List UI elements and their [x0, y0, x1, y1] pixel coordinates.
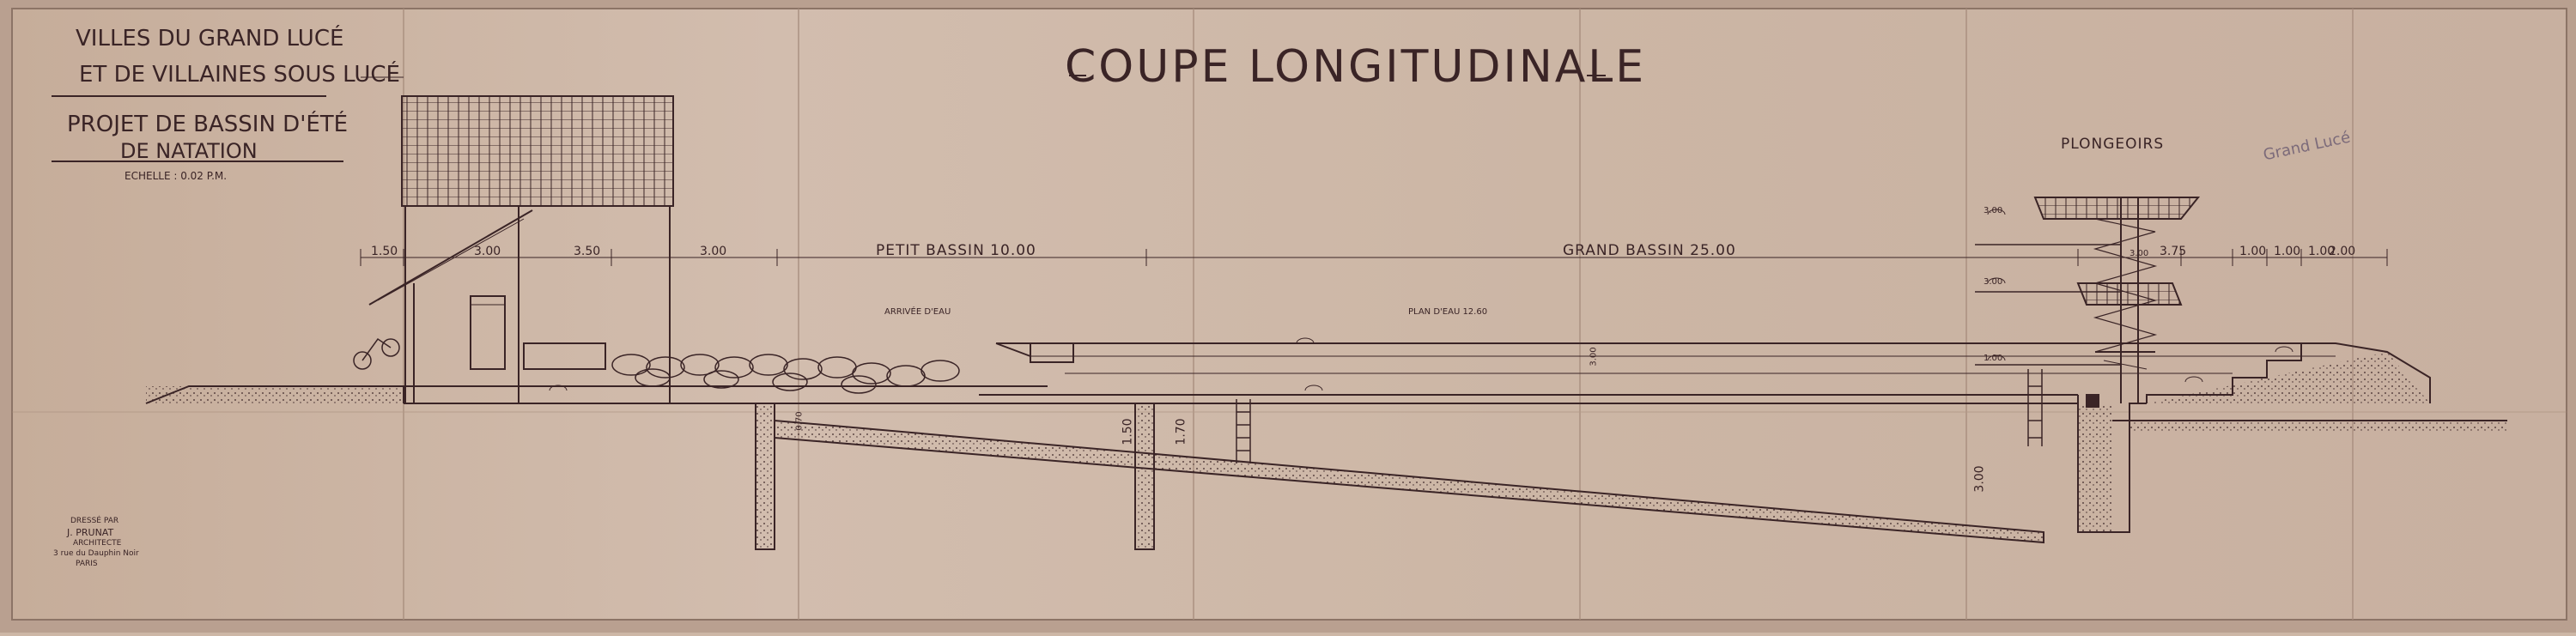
- dim-8: 1.00: [2308, 245, 2336, 258]
- drawing-title: COUPE LONGITUDINALE: [1065, 41, 1647, 93]
- cartouche-line-4: DE NATATION: [120, 139, 258, 163]
- cartouche-line-2: ET DE VILLAINES SOUS LUCÉ: [79, 62, 400, 88]
- dim-9: 2.00: [2329, 245, 2356, 258]
- depth-mid: 3.00: [1589, 347, 1599, 366]
- label-petit-bassin: PETIT BASSIN 10.00: [876, 242, 1036, 259]
- dim-2: 3.00: [474, 245, 501, 258]
- label-plan-eau: PLAN D'EAU 12.60: [1408, 307, 1488, 317]
- depth-3: 3.00: [1972, 465, 1987, 493]
- dim-3: 3.50: [574, 245, 601, 258]
- label-grand-bassin: GRAND BASSIN 25.00: [1563, 242, 1736, 259]
- signature-line-2: J. PRUNAT: [67, 527, 114, 538]
- label-plongeoirs: PLONGEOIRS: [2061, 136, 2165, 153]
- depth-1: 1.50: [1121, 418, 1135, 445]
- board-2: 3.00: [1984, 277, 2003, 287]
- pencil-annotation: Grand Lucé: [2261, 128, 2353, 165]
- dim-7: 1.00: [2274, 245, 2301, 258]
- depth-small: 0.70: [794, 411, 805, 431]
- cartouche-line-3: PROJET DE BASSIN D'ÉTÉ: [67, 112, 349, 137]
- signature-line-1: DRESSÉ PAR: [70, 517, 119, 525]
- cartouche-scale: ECHELLE : 0.02 P.M.: [125, 170, 228, 182]
- cartouche-line-1: VILLES DU GRAND LUCÉ: [76, 26, 344, 51]
- board-3: 1.00: [1984, 354, 2003, 363]
- paper-sheet: [12, 9, 2567, 620]
- dim-4: 3.00: [700, 245, 727, 258]
- board-4: 3.00: [2129, 249, 2149, 258]
- depth-2: 1.70: [1174, 418, 1188, 445]
- dim-6: 1.00: [2239, 245, 2267, 258]
- dim-1: 1.50: [371, 245, 398, 258]
- signature-line-5: PARIS: [76, 560, 98, 568]
- signature-line-4: 3 rue du Dauphin Noir: [53, 549, 139, 558]
- dim-5: 3.75: [2160, 245, 2187, 258]
- signature-line-3: ARCHITECTE: [73, 539, 122, 548]
- label-arrivee-eau: ARRIVÉE D'EAU: [884, 307, 951, 317]
- board-1: 3.00: [1984, 206, 2003, 215]
